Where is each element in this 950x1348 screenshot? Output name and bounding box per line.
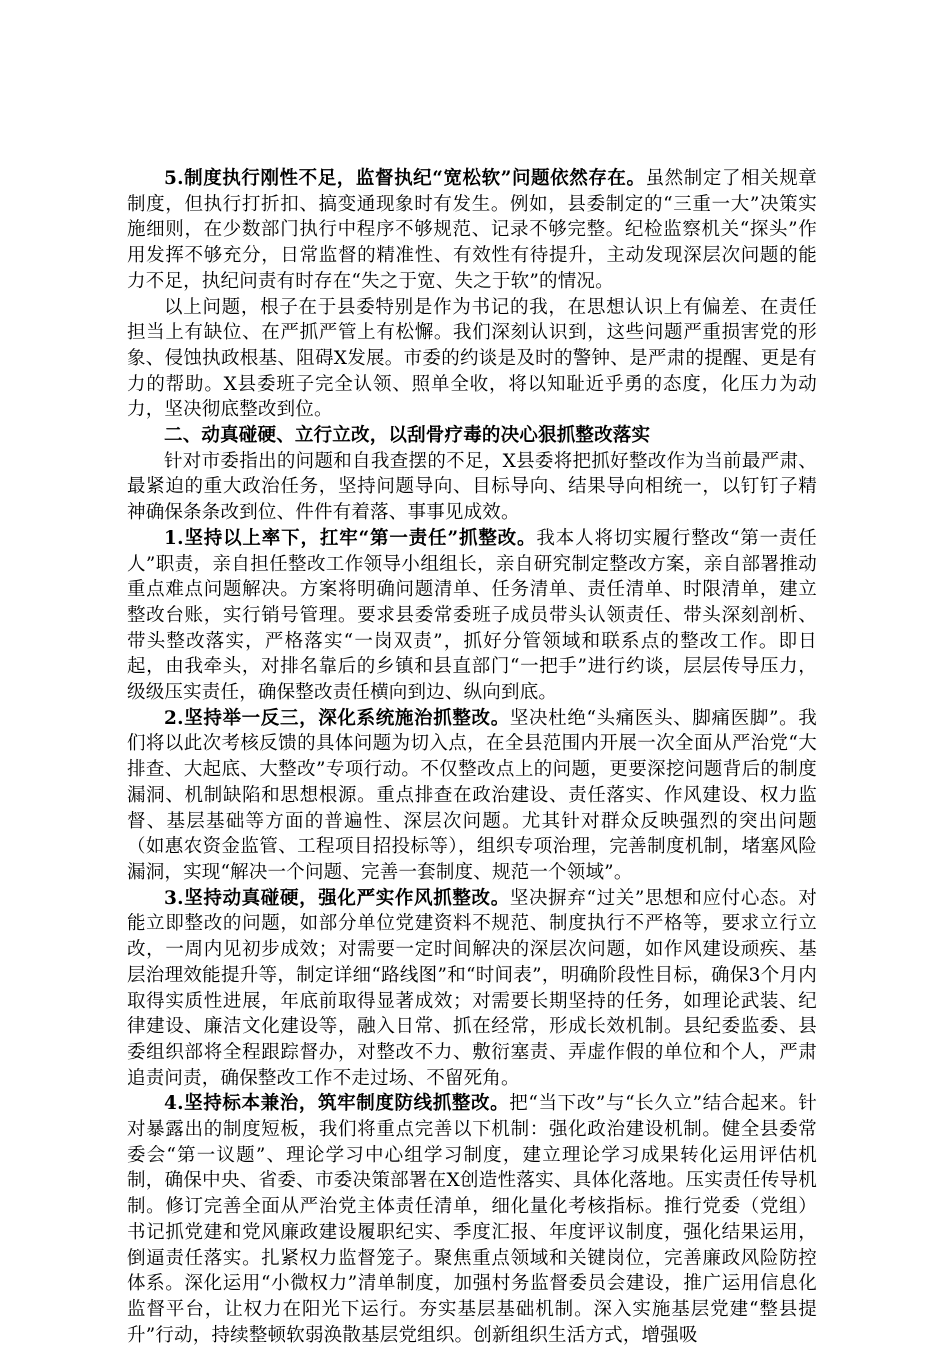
paragraph-body: 以上问题，根子在于县委特别是作为书记的我，在思想认识上有偏差、在责任担当上有缺位、在严抓严管上有松懈。我们深刻认识到，这些问题严重损害党的形象、侵蚀执政根基、阻碍X发展。市委的约谈是及时的警钟、是严肃的提醒、更是有力的帮助。X县委班子完全认领、照单全收，将以知耻近乎勇的态度，化压力为动力，坚决彻底整改到位。 (127, 296, 817, 421)
paragraph-body: 虽然制定了相关规章制度，但执行打折扣、搞变通现象时有发生。例如，县委制定的“三重一大”决策实施细则，在少数部门执行中程序不够规范、记录不够完整。纪检监察机关“探头”作用发挥不够充分，日常监督的精准性、有效性有待提升，主动发现深层次问题的能力不足，执纪问责有时存在“失之于宽、失之于软”的情况。 (127, 168, 817, 292)
paragraph-intro (127, 449, 817, 526)
document-page (127, 166, 817, 1348)
paragraph-1 (127, 526, 817, 706)
paragraph-lead: 2.坚持举一反三，深化系统施治抓整改。 (164, 707, 510, 729)
paragraph-3 (127, 886, 817, 1092)
paragraph-lead: 1.坚持以上率下，扛牢“第一责任”抓整改。 (164, 527, 537, 549)
paragraph-body: 针对市委指出的问题和自我查摆的不足，X县委将把抓好整改作为当前最严肃、最紧迫的重大政治任务，坚持问题导向、目标导向、结果导向相统一，以钉钉子精神确保条条改到位、件件有着落、事事见成效。 (127, 450, 817, 524)
paragraph-body: 我本人将切实履行整改“第一责任人”职责，亲自担任整改工作领导小组组长，亲自研究制定整改方案，亲自部署推动重点难点问题解决。方案将明确问题清单、任务清单、责任清单、时限清单，建立整改台账，实行销号管理。要求县委常委班子成员带头认领责任、带头深刻剖析、带头整改落实，严格落实“一岗双责”，抓好分管领域和联系点的整改工作。即日起，由我牵头，对排名靠后的乡镇和县直部门“一把手”进行约谈，层层传导压力，级级压实责任，确保整改责任横向到边、纵向到底。 (127, 527, 818, 704)
paragraph-body: 把“当下改”与“长久立”结合起来。针对暴露出的制度短板，我们将重点完善以下机制：强化政治建设机制。健全县委常委会“第一议题”、理论学习中心组学习制度，建立理论学习成果转化运用评估机制，确保中央、省委、市委决策部署在X创造性落实、具体化落地。压实责任传导机制。修订完善全面从严治党主体责任清单，细化量化考核指标。推行党委（党组）书记抓党建和党风廉政建设履职纪实、季度汇报、年度评议制度，强化结果运用，倒逼责任落实。扎紧权力监督笼子。聚焦重点领域和关键岗位，完善廉政风险防控体系。深化运用“小微权力”清单制度，加强村务监督委员会建设，推广运用信息化监督平台，让权力在阳光下运行。夯实基层基础机制。深入实施基层党建“整县提升”行动，持续整顿软弱涣散基层党组织。创新组织生活方式，增强吸 (127, 1093, 817, 1346)
paragraph-5 (127, 166, 817, 295)
paragraph-lead: 3.坚持动真碰硬，强化严实作风抓整改。 (164, 887, 510, 909)
paragraph-lead: 4.坚持标本兼治，筑牢制度防线抓整改。 (164, 1093, 510, 1115)
paragraph-2 (127, 706, 817, 886)
section-heading: 二、动真碰硬、立行立改，以刮骨疗毒的决心狠抓整改落实 (164, 425, 651, 447)
paragraph-4 (127, 1091, 817, 1348)
paragraph-body: 坚决摒弃“过关”思想和应付心态。对能立即整改的问题，如部分单位党建资料不规范、制度执行不严格等，要求立行立改，一周内见初步成效；对需要一定时间解决的深层次问题，如作风建设顽疾、基层治理效能提升等，制定详细“路线图”和“时间表”，明确阶段性目标，确保3个月内取得实质性进展，年底前取得显著成效；对需要长期坚持的任务，如理论武装、纪律建设、廉洁文化建设等，融入日常、抓在经常，形成长效机制。县纪委监委、县委组织部将全程跟踪督办，对整改不力、敷衍塞责、弄虚作假的单位和个人，严肃追责问责，确保整改工作不走过场、不留死角。 (127, 887, 817, 1089)
paragraph-summary (127, 295, 817, 424)
paragraph-body: 坚决杜绝“头痛医头、脚痛医脚”。我们将以此次考核反馈的具体问题为切入点，在全县范围内开展一次全面从严治党“大排查、大起底、大整改”专项行动。不仅整改点上的问题，更要深挖问题背后的制度漏洞、机制缺陷和思想根源。重点排查在政治建设、责任落实、作风建设、权力监督、基层基础等方面的普遍性、深层次问题。尤其针对群众反映强烈的突出问题（如惠农资金监管、工程项目招投标等），组织专项治理，完善制度机制，堵塞风险漏洞，实现“解决一个问题、完善一套制度、规范一个领域”。 (127, 707, 817, 883)
paragraph-lead: 5.制度执行刚性不足，监督执纪“宽松软”问题依然存在。 (164, 168, 646, 189)
